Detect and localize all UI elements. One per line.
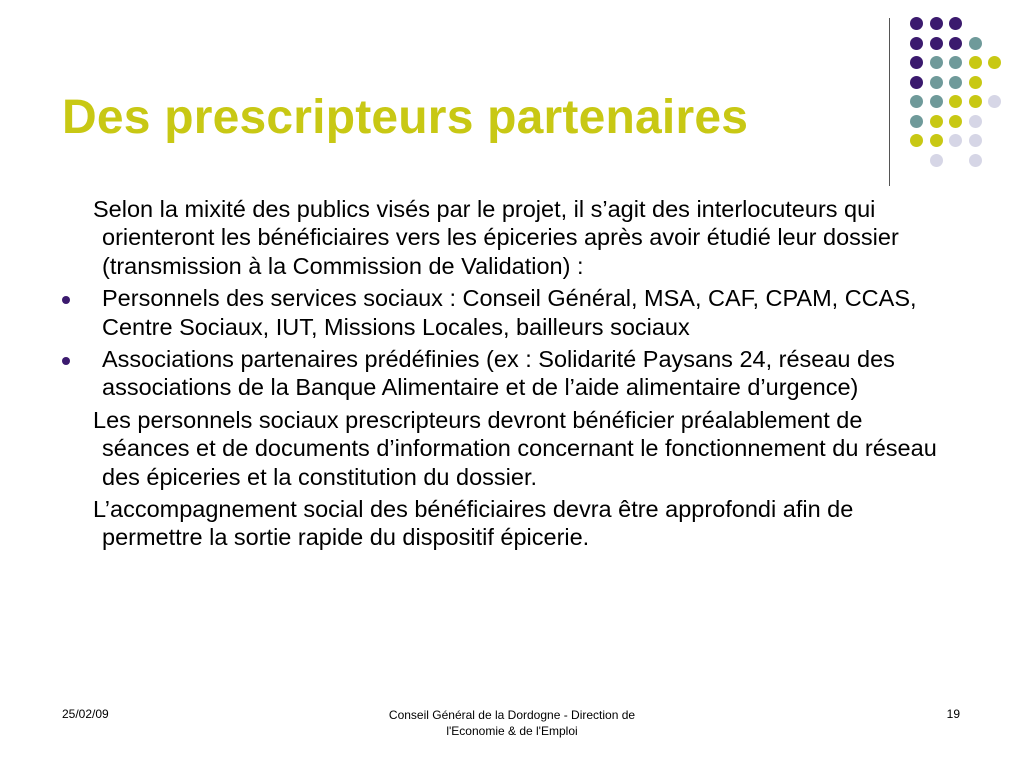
footer-organization-line2: l'Economie & de l'Emploi (446, 724, 578, 738)
vertical-divider (889, 18, 890, 186)
decorative-dot (988, 95, 1001, 108)
decorative-dot (930, 56, 943, 69)
decorative-dot (969, 56, 982, 69)
training-paragraph: Les personnels sociaux prescripteurs devront bénéficier préalablement de séances et de documents d’information concernant le fonctionnement du réseau des épiceries et la constitution du dossier. (93, 406, 937, 490)
decorative-dot (930, 37, 943, 50)
bullet-item-partner-associations (58, 345, 938, 402)
decorative-dot (949, 76, 962, 89)
support-paragraph: L’accompagnement social des bénéficiaires devra être approfondi afin de permettre la sortie rapide du dispositif épicerie. (93, 496, 854, 551)
decorative-dot (910, 37, 923, 50)
slide-title: Des prescripteurs partenaires (62, 91, 749, 144)
decorative-dot (949, 134, 962, 147)
decorative-dot (910, 56, 923, 69)
decorative-dot (949, 56, 962, 69)
decorative-dot (969, 115, 982, 128)
decorative-dot (969, 134, 982, 147)
decorative-dot (969, 154, 982, 167)
decorative-dot (930, 17, 943, 30)
footer-organization (352, 707, 672, 739)
decorative-dot (969, 37, 982, 50)
decorative-dot (930, 95, 943, 108)
decorative-dot (949, 37, 962, 50)
decorative-dot (988, 56, 1001, 69)
bullet-item-social-services (58, 284, 938, 341)
slide-body (58, 195, 938, 556)
decorative-dot (949, 115, 962, 128)
decorative-dot (930, 154, 943, 167)
footer-organization-line1: Conseil Général de la Dordogne - Direction de (388, 708, 636, 722)
decorative-dot (930, 115, 943, 128)
decorative-dot (910, 17, 923, 30)
decorative-dot (910, 115, 923, 128)
decorative-dot (949, 17, 962, 30)
intro-paragraph: Selon la mixité des publics visés par le projet, il s’agit des interlocuteurs qui orienteront les bénéficiaires vers les épiceries après avoir étudié leur dossier (transmission à la Commission de Validation) : (93, 196, 899, 279)
decorative-dot (910, 76, 923, 89)
decorative-dot (930, 76, 943, 89)
footer-page-number: 19 (946, 707, 960, 721)
bullet-text: Associations partenaires prédéfinies (ex : Solidarité Paysans 24, réseau des associations de la Banque Alimentaire et de l’aide alimentaire d’urgence) (102, 346, 895, 401)
decorative-dot (910, 134, 923, 147)
bullet-text: Personnels des services sociaux : Conseil Général, MSA, CAF, CPAM, CCAS, Centre Sociaux, IUT, Missions Locales, bailleurs sociaux (102, 285, 917, 340)
bullet-icon (62, 357, 70, 365)
decorative-dot (930, 134, 943, 147)
bullet-icon (62, 296, 70, 304)
footer-date: 25/02/09 (62, 707, 109, 721)
decorative-dot (910, 95, 923, 108)
decorative-dot (949, 95, 962, 108)
decorative-dot (969, 95, 982, 108)
decorative-dot (969, 76, 982, 89)
